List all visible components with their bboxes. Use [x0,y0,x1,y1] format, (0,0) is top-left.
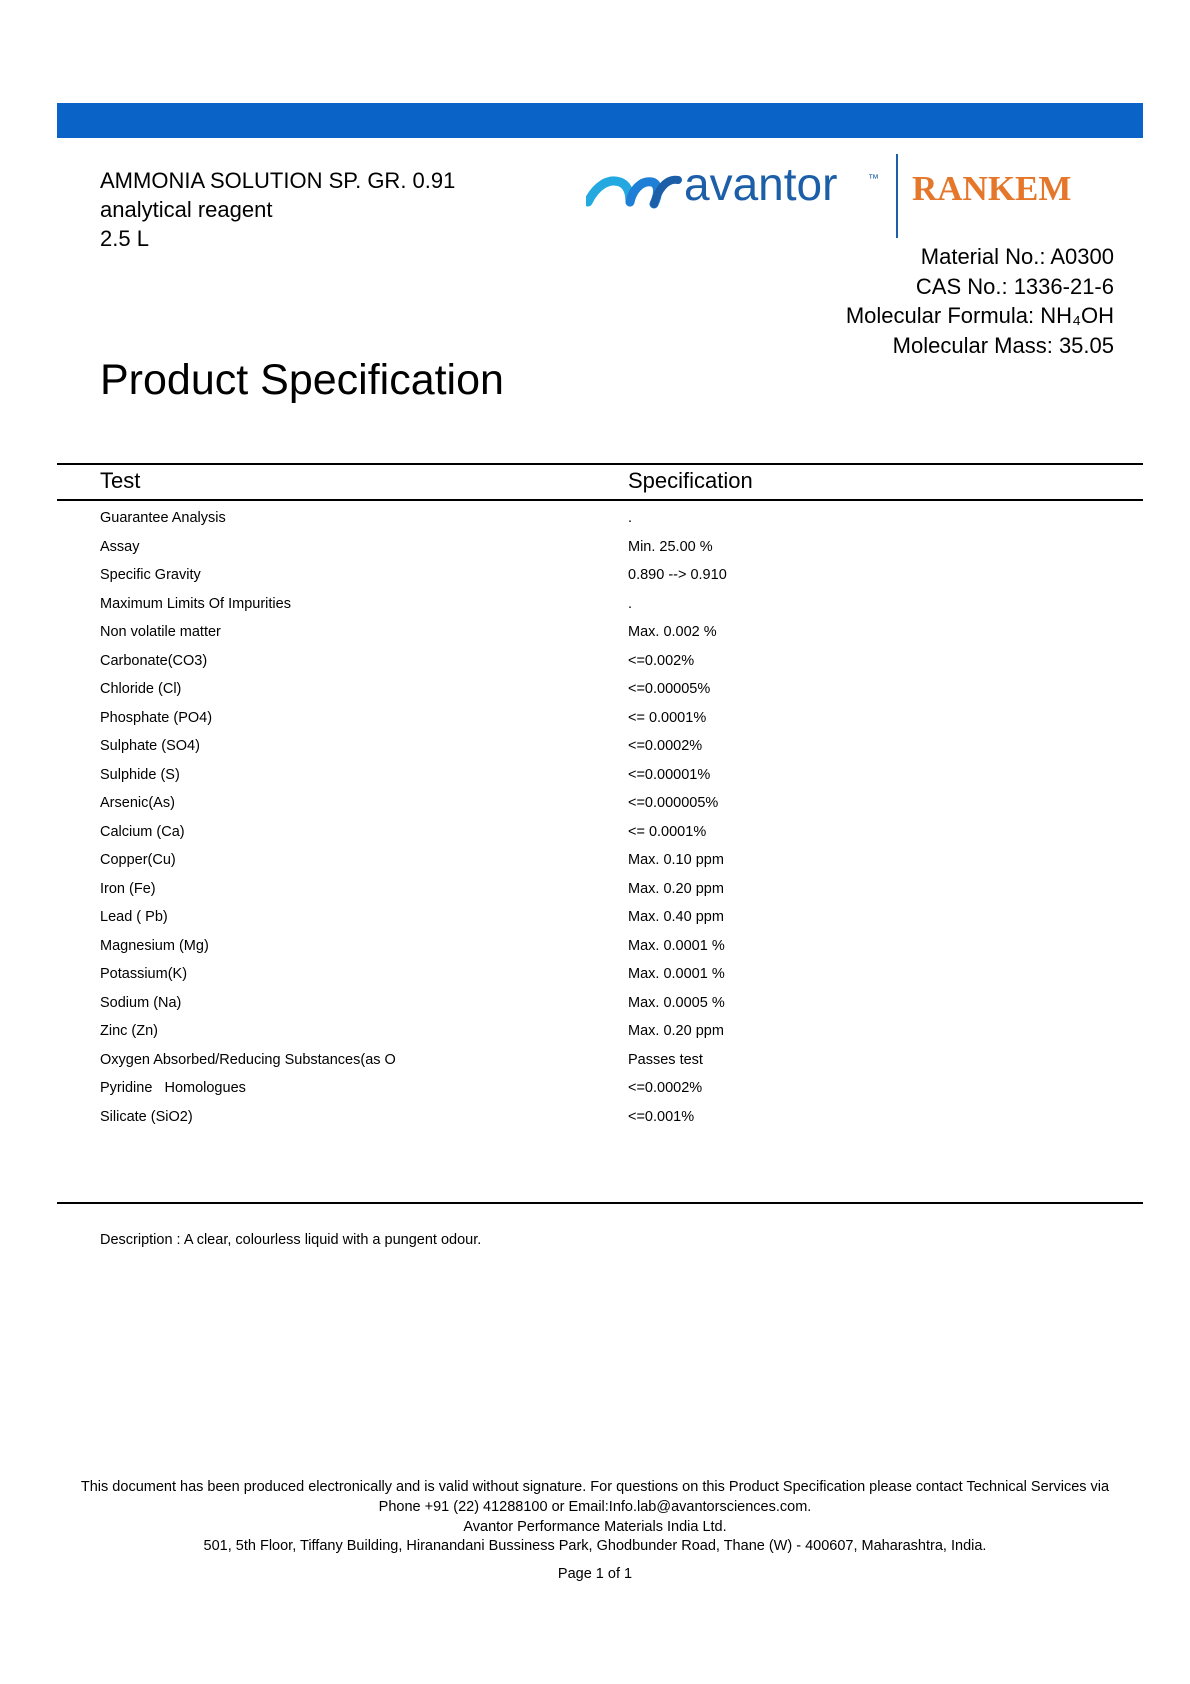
test-specification: <=0.00001% [628,766,711,783]
table-row [0,563,1190,592]
molecular-formula: Molecular Formula: NH₄OH [845,303,1114,328]
avantor-wordmark: avantor [684,158,838,210]
test-name: Calcium (Ca) [100,823,185,840]
test-name: Sulphate (SO4) [100,738,200,754]
table-bottom-rule [57,1202,1143,1204]
test-specification: . [628,595,633,612]
material-number: Material No.: A0300 [920,244,1114,269]
test-specification: <=0.0002% [628,1080,703,1096]
footer-contact: Phone +91 (22) 41288100 or Email:Info.lab@avantorsciences.com. [378,1498,812,1515]
product-name: AMMONIA SOLUTION SP. GR. 0.91 [100,168,456,193]
product-description: Description : A clear, colourless liquid with a pungent odour. [100,1232,482,1248]
header-color-bar [57,103,1143,138]
avantor-mark-icon [588,180,678,204]
column-header-specification: Specification [628,468,753,493]
avantor-rankem-logo [586,152,1116,242]
test-name: Sulphide (S) [100,766,180,783]
table-row [0,934,1190,963]
test-specification: <= 0.0001% [628,823,707,840]
test-specification: Max. 0.002 % [628,624,717,640]
table-row [0,905,1190,934]
test-specification: <=0.0002% [628,738,703,754]
test-name: Oxygen Absorbed/Reducing Substances(as O [100,1051,396,1068]
test-name: Potassium(K) [100,966,188,982]
table-row [0,848,1190,877]
test-name: Guarantee Analysis [100,510,226,526]
logo-divider [896,154,898,238]
product-grade: analytical reagent [100,197,273,222]
test-name: Lead ( Pb) [100,909,168,925]
test-specification: Max. 0.0001 % [628,966,725,982]
test-specification: . [628,510,633,526]
test-specification: <=0.00005% [628,681,711,697]
test-name: Iron (Fe) [100,880,156,897]
test-specification: <= 0.0001% [628,709,707,726]
test-name: Phosphate (PO4) [100,709,213,726]
product-info [100,166,455,253]
table-row [0,991,1190,1020]
page-title: Product Specification [100,356,504,404]
test-specification: Max. 0.20 ppm [628,880,724,897]
molecular-mass: Molecular Mass: 35.05 [892,332,1114,358]
table-header-rule [57,499,1143,501]
test-specification: <=0.000005% [628,795,719,811]
test-name: Pyridine Homologues [100,1080,246,1096]
test-specification: Max. 0.40 ppm [628,909,724,925]
table-row [0,1048,1190,1077]
cas-number: CAS No.: 1336-21-6 [915,273,1114,299]
table-row [0,1105,1190,1134]
test-name: Assay [100,538,140,555]
page-number: Page 1 of 1 [557,1566,633,1582]
test-name: Silicate (SiO2) [100,1108,193,1125]
table-row [0,706,1190,735]
material-meta [846,242,1114,360]
test-specification: Max. 0.0001 % [628,937,725,954]
pack-size: 2.5 L [100,226,149,251]
table-row [0,962,1190,991]
test-name: Sodium (Na) [100,994,182,1011]
table-header [0,468,1190,498]
footer-disclaimer: This document has been produced electronically and is valid without signature. For questions on this Product Specification please contact Technical Services via [80,1479,1110,1495]
test-specification: <=0.001% [628,1108,695,1125]
table-row [0,1019,1190,1048]
rankem-wordmark: RANKEM [912,169,1072,208]
footer-company: Avantor Performance Materials India Ltd. [463,1518,727,1535]
table-row [0,535,1190,564]
table-row [0,592,1190,621]
table-row [0,1076,1190,1105]
table-row [0,734,1190,763]
table-row [0,506,1190,535]
footer [0,1478,1190,1557]
table-row [0,791,1190,820]
test-name: Carbonate(CO3) [100,652,208,669]
test-name: Arsenic(As) [100,795,175,811]
test-name: Copper(Cu) [100,852,176,868]
table-row [0,677,1190,706]
table-top-rule [57,463,1143,465]
test-specification: 0.890 --> 0.910 [628,567,727,583]
column-header-test: Test [100,468,141,493]
table-row [0,620,1190,649]
test-specification: Max. 0.0005 % [628,994,725,1011]
test-specification: Max. 0.20 ppm [628,1023,724,1039]
test-name: Non volatile matter [100,624,221,640]
test-specification: <=0.002% [628,652,695,669]
trademark-symbol: ™ [868,173,879,185]
test-name: Specific Gravity [100,567,201,583]
test-name: Chloride (Cl) [100,681,182,697]
footer-address: 501, 5th Floor, Tiffany Building, Hiranandani Bussiness Park, Ghodbunder Road, Thane (W) - 400607, Maharashtra, India. [203,1538,987,1555]
test-specification: Min. 25.00 % [628,538,713,555]
test-name: Zinc (Zn) [100,1023,158,1039]
table-row [0,763,1190,792]
test-name: Maximum Limits Of Impurities [100,595,291,612]
table-row [0,820,1190,849]
test-specification: Passes test [628,1051,703,1068]
test-specification: Max. 0.10 ppm [628,852,724,868]
table-row [0,649,1190,678]
table-row [0,877,1190,906]
test-name: Magnesium (Mg) [100,937,209,954]
specification-table-body [0,506,1190,1133]
